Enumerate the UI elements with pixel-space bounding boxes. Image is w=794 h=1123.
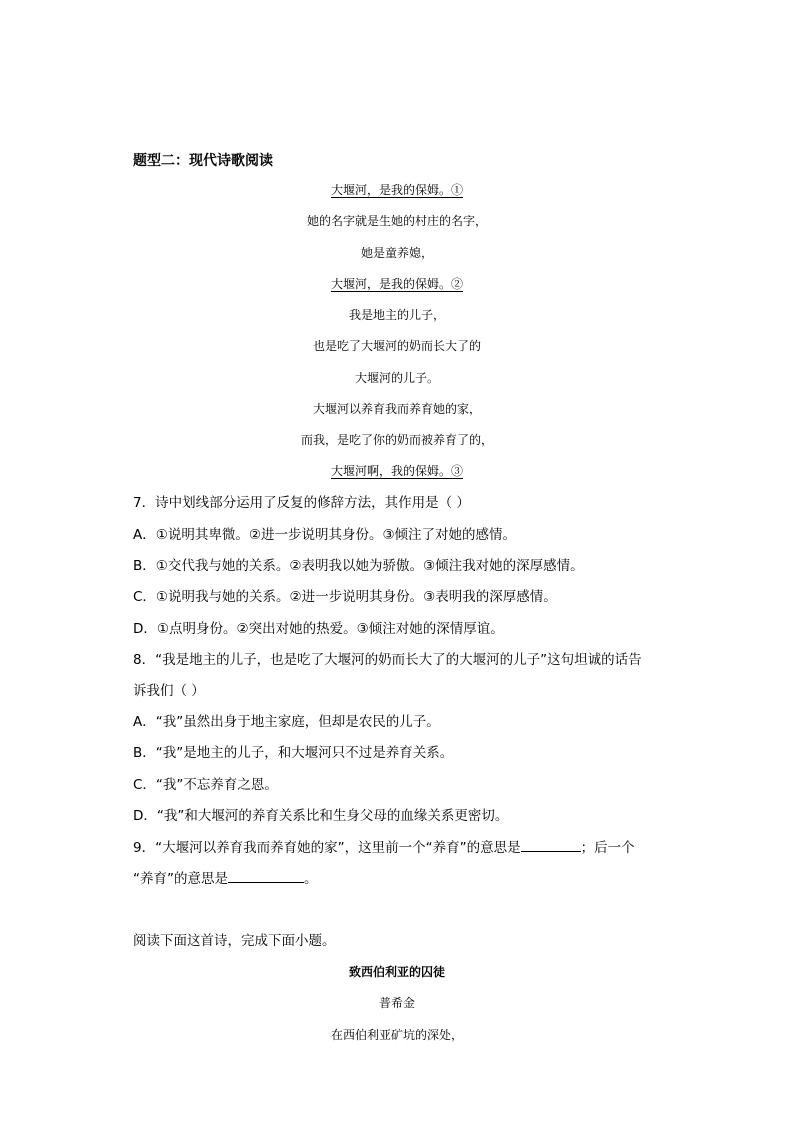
reading-instruction: 阅读下面这首诗，完成下面小题。 [133, 933, 336, 949]
poem-line: 而我，是吃了你的奶而被养育了的， [300, 433, 493, 447]
poem-line: 她的名字就是生她的村庄的名字， [306, 214, 487, 228]
poem-2-author: 普希金 [378, 996, 415, 1010]
question-8-option-a: A．“我”虽然出身于地主家庭，但却是农民的儿子。 [133, 714, 440, 730]
question-7-option-b: B．①交代我与她的关系。②表明我以她为骄傲。③倾注我对她的深厚感情。 [133, 558, 584, 574]
poem-line: 我是地主的儿子， [348, 308, 445, 322]
poem-line-underlined: 大堰河，是我的保姆。① [330, 183, 463, 197]
poem-2-line: 在西伯利亚矿坑的深处， [330, 1028, 463, 1042]
question-8-stem-line1: 8．“我是地主的儿子，也是吃了大堰河的奶而长大了的大堰河的儿子”这句坦诚的话告 [133, 652, 642, 668]
answer-blank-2[interactable] [228, 868, 304, 883]
question-8-option-b: B．“我”是地主的儿子，和大堰河只不过是养育关系。 [133, 745, 454, 761]
question-8-option-c: C．“我”不忘养育之恩。 [133, 777, 278, 793]
question-8-option-d: D．“我”和大堰河的养育关系比和生身父母的血缘关系更密切。 [133, 808, 509, 824]
poem-2-title: 致西伯利亚的囚徒 [348, 965, 445, 979]
question-9-line2: “养育”的意思是 。 [133, 868, 318, 889]
poem-line: 也是吃了大堰河的奶而长大了的 [312, 339, 481, 353]
question-7-option-d: D．①点明身份。②突出对她的热爱。③倾注对她的深情厚谊。 [133, 621, 504, 637]
question-7-stem: 7．诗中划线部分运用了反复的修辞方法，其作用是（ ） [133, 495, 470, 511]
section-heading: 题型二：现代诗歌阅读 [133, 153, 273, 169]
question-7-option-a: A．①说明其卑微。②进一步说明其身份。③倾注了对她的感情。 [133, 527, 517, 543]
poem-line: 大堰河的儿子。 [354, 371, 439, 385]
poem-line-underlined: 大堰河，是我的保姆。② [330, 277, 463, 291]
question-7-option-c: C．①说明我与她的关系。②进一步说明其身份。③表明我的深厚感情。 [133, 589, 557, 605]
question-9-line1: 9．“大堰河以养育我而养育她的家”，这里前一个“养育”的意思是 ；后一个 [133, 837, 635, 858]
poem-line: 她是童养媳， [360, 246, 433, 260]
answer-blank-1[interactable] [521, 837, 581, 852]
poem-line: 大堰河以养育我而养育她的家， [312, 402, 481, 416]
question-8-stem-line2: 诉我们（ ） [133, 683, 205, 699]
poem-line-underlined: 大堰河啊，我的保姆。③ [330, 464, 463, 478]
